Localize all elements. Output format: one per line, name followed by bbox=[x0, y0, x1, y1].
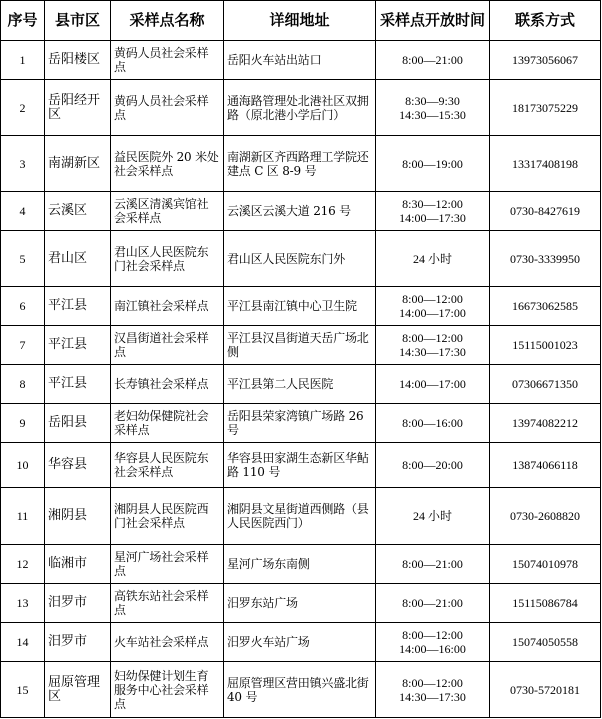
hours-line: 8:00—20:00 bbox=[402, 458, 463, 472]
site-name-cell: 湘阴县人民医院西门社会采样点 bbox=[111, 488, 224, 545]
table-row bbox=[1, 365, 601, 404]
phone-cell: 15074010978 bbox=[490, 545, 601, 584]
hours-line: 8:00—21:00 bbox=[402, 53, 463, 67]
hours-cell bbox=[376, 326, 490, 365]
table-row bbox=[1, 326, 601, 365]
hours-line: 14:00—17:00 bbox=[399, 306, 466, 320]
header-county: 县市区 bbox=[45, 1, 111, 41]
hours-cell bbox=[376, 623, 490, 662]
hours-cell bbox=[376, 443, 490, 488]
site-name-cell: 黄码人员社会采样点 bbox=[111, 80, 224, 136]
table-row bbox=[1, 488, 601, 545]
phone-cell: 0730-8427619 bbox=[490, 192, 601, 231]
table-row bbox=[1, 584, 601, 623]
phone-cell: 18173075229 bbox=[490, 80, 601, 136]
row-number: 9 bbox=[1, 404, 45, 443]
header-site: 采样点名称 bbox=[111, 1, 224, 41]
hours-cell bbox=[376, 584, 490, 623]
county-cell: 汨罗市 bbox=[45, 584, 111, 623]
site-name-cell: 南江镇社会采样点 bbox=[111, 287, 224, 326]
table-row bbox=[1, 192, 601, 231]
hours-cell bbox=[376, 545, 490, 584]
phone-cell: 15074050558 bbox=[490, 623, 601, 662]
county-cell: 屈原管理区 bbox=[45, 662, 111, 718]
site-name-cell: 长寿镇社会采样点 bbox=[111, 365, 224, 404]
address-cell: 星河广场东南侧 bbox=[224, 545, 376, 584]
county-cell: 君山区 bbox=[45, 231, 111, 287]
phone-cell: 0730-3339950 bbox=[490, 231, 601, 287]
table-row bbox=[1, 41, 601, 80]
site-name-cell: 华容县人民医院东社会采样点 bbox=[111, 443, 224, 488]
site-name-cell: 黄码人员社会采样点 bbox=[111, 41, 224, 80]
site-name-cell: 益民医院外 20 米处社会采样点 bbox=[111, 136, 224, 192]
site-name-cell: 汉昌街道社会采样点 bbox=[111, 326, 224, 365]
address-cell: 通海路管理处北港社区双拥路（原北港小学后门） bbox=[224, 80, 376, 136]
header-num: 序号 bbox=[1, 1, 45, 41]
site-name-cell: 高铁东站社会采样点 bbox=[111, 584, 224, 623]
row-number: 8 bbox=[1, 365, 45, 404]
table-row bbox=[1, 545, 601, 584]
phone-cell: 13973056067 bbox=[490, 41, 601, 80]
hours-cell bbox=[376, 662, 490, 718]
county-cell: 临湘市 bbox=[45, 545, 111, 584]
address-cell: 君山区人民医院东门外 bbox=[224, 231, 376, 287]
hours-line: 14:30—17:30 bbox=[399, 689, 466, 704]
county-cell: 平江县 bbox=[45, 365, 111, 404]
row-number: 6 bbox=[1, 287, 45, 326]
county-cell: 华容县 bbox=[45, 443, 111, 488]
site-name-cell: 云溪区清溪宾馆社会采样点 bbox=[111, 192, 224, 231]
hours-line: 14:00—16:00 bbox=[399, 642, 466, 656]
hours-cell bbox=[376, 136, 490, 192]
header-address: 详细地址 bbox=[224, 1, 376, 41]
address-cell: 岳阳火车站出站口 bbox=[224, 41, 376, 80]
row-number: 15 bbox=[1, 662, 45, 718]
county-cell: 岳阳县 bbox=[45, 404, 111, 443]
table-row bbox=[1, 623, 601, 662]
address-cell: 南湖新区齐西路理工学院还建点 C 区 8-9 号 bbox=[224, 136, 376, 192]
county-cell: 平江县 bbox=[45, 326, 111, 365]
county-cell: 岳阳楼区 bbox=[45, 41, 111, 80]
address-cell: 岳阳县荣家湾镇广场路 26 号 bbox=[224, 404, 376, 443]
phone-cell: 0730-2608820 bbox=[490, 488, 601, 545]
phone-cell: 15115086784 bbox=[490, 584, 601, 623]
hours-line: 8:00—21:00 bbox=[402, 557, 463, 571]
hours-cell bbox=[376, 41, 490, 80]
address-cell: 华容县田家湖生态新区华鲇路 110 号 bbox=[224, 443, 376, 488]
hours-line: 14:00—17:30 bbox=[399, 211, 466, 225]
hours-line: 8:00—12:00 bbox=[402, 292, 463, 306]
county-cell: 平江县 bbox=[45, 287, 111, 326]
row-number: 11 bbox=[1, 488, 45, 545]
phone-cell: 0730-5720181 bbox=[490, 662, 601, 718]
table-row bbox=[1, 136, 601, 192]
hours-line: 24 小时 bbox=[412, 509, 452, 523]
county-cell: 云溪区 bbox=[45, 192, 111, 231]
row-number: 5 bbox=[1, 231, 45, 287]
county-cell: 南湖新区 bbox=[45, 136, 111, 192]
hours-line: 14:00—17:00 bbox=[399, 377, 466, 391]
phone-cell: 15115001023 bbox=[490, 326, 601, 365]
hours-line: 8:00—12:00 bbox=[402, 675, 463, 690]
hours-cell bbox=[376, 365, 490, 404]
address-cell: 汨罗东站广场 bbox=[224, 584, 376, 623]
row-number: 2 bbox=[1, 80, 45, 136]
phone-cell: 07306671350 bbox=[490, 365, 601, 404]
hours-line: 8:30—12:00 bbox=[402, 197, 463, 211]
address-cell: 平江县第二人民医院 bbox=[224, 365, 376, 404]
address-cell: 平江县南江镇中心卫生院 bbox=[224, 287, 376, 326]
site-name-cell: 老妇幼保健院社会采样点 bbox=[111, 404, 224, 443]
row-number: 1 bbox=[1, 41, 45, 80]
table-row bbox=[1, 404, 601, 443]
row-number: 10 bbox=[1, 443, 45, 488]
hours-line: 8:00—16:00 bbox=[402, 416, 463, 430]
table-body bbox=[1, 41, 601, 718]
site-name-cell: 君山区人民医院东门社会采样点 bbox=[111, 231, 224, 287]
hours-line: 8:00—21:00 bbox=[402, 596, 463, 610]
address-cell: 屈原管理区营田镇兴盛北街 40 号 bbox=[224, 662, 376, 718]
hours-cell bbox=[376, 404, 490, 443]
county-cell: 汨罗市 bbox=[45, 623, 111, 662]
row-number: 3 bbox=[1, 136, 45, 192]
table-row bbox=[1, 287, 601, 326]
row-number: 13 bbox=[1, 584, 45, 623]
header-phone: 联系方式 bbox=[490, 1, 601, 41]
hours-line: 8:00—12:00 bbox=[402, 331, 463, 345]
phone-cell: 13317408198 bbox=[490, 136, 601, 192]
hours-cell bbox=[376, 80, 490, 136]
county-cell: 湘阴县 bbox=[45, 488, 111, 545]
table-row bbox=[1, 80, 601, 136]
row-number: 14 bbox=[1, 623, 45, 662]
hours-cell bbox=[376, 287, 490, 326]
address-cell: 平江县汉昌街道天岳广场北侧 bbox=[224, 326, 376, 365]
county-cell: 岳阳经开区 bbox=[45, 80, 111, 136]
phone-cell: 13874066118 bbox=[490, 443, 601, 488]
hours-cell bbox=[376, 231, 490, 287]
table-row bbox=[1, 662, 601, 718]
row-number: 4 bbox=[1, 192, 45, 231]
hours-cell bbox=[376, 488, 490, 545]
phone-cell: 13974082212 bbox=[490, 404, 601, 443]
table-row bbox=[1, 231, 601, 287]
phone-cell: 16673062585 bbox=[490, 287, 601, 326]
hours-line: 14:30—15:30 bbox=[399, 107, 466, 122]
header-hours: 采样点开放时间 bbox=[376, 1, 490, 41]
row-number: 7 bbox=[1, 326, 45, 365]
hours-line: 8:00—12:00 bbox=[402, 628, 463, 642]
address-cell: 汨罗火车站广场 bbox=[224, 623, 376, 662]
address-cell: 云溪区云溪大道 216 号 bbox=[224, 192, 376, 231]
hours-line: 14:30—17:30 bbox=[399, 345, 466, 359]
site-name-cell: 星河广场社会采样点 bbox=[111, 545, 224, 584]
address-cell: 湘阴县文星街道西侧路（县人民医院西门） bbox=[224, 488, 376, 545]
site-name-cell: 妇幼保健计划生育服务中心社会采样点 bbox=[111, 662, 224, 718]
hours-line: 8:00—19:00 bbox=[402, 156, 463, 171]
table-row bbox=[1, 443, 601, 488]
header-row bbox=[1, 1, 601, 41]
hours-line: 24 小时 bbox=[412, 251, 452, 266]
site-name-cell: 火车站社会采样点 bbox=[111, 623, 224, 662]
hours-line: 8:30—9:30 bbox=[405, 93, 460, 108]
hours-cell bbox=[376, 192, 490, 231]
row-number: 12 bbox=[1, 545, 45, 584]
